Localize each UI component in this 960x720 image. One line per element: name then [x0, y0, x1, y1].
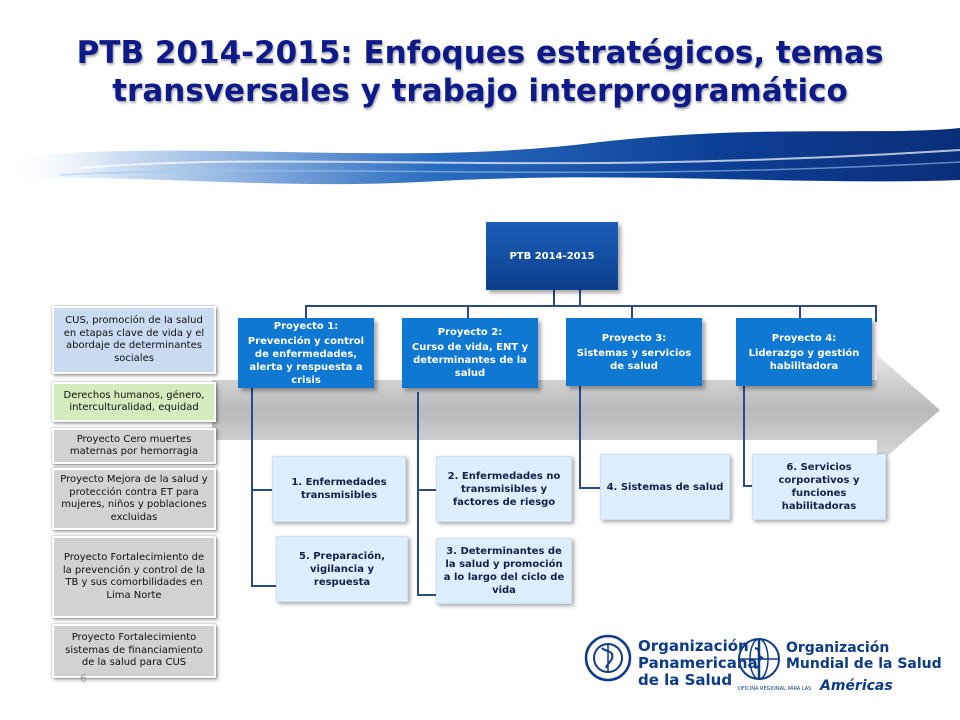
project-2-name: Proyecto 2: [437, 327, 503, 338]
theme-node-1 [272, 456, 406, 522]
root-label: PTB 2014-2015 [509, 250, 595, 262]
root-node [486, 222, 618, 290]
side-item-financiamiento [52, 624, 216, 678]
project-4-name: Proyecto 4: [771, 332, 837, 344]
paho-name-line2: Panamericana [638, 654, 758, 672]
project-2-desc: Curso de vida, ENT y determinantes de la salud [411, 342, 529, 379]
project-3-desc: Sistemas y servicios de salud [576, 347, 692, 372]
who-americas-label: Américas [820, 678, 893, 694]
side-item-financiamiento-label: Proyecto Fortalecimiento sistemas de financiamiento de la salud para CUS [65, 632, 203, 669]
theme-1-label: 1. Enfermedades transmisibles [291, 477, 387, 501]
project-3-name: Proyecto 3: [601, 332, 667, 344]
theme-node-6 [752, 454, 886, 520]
who-emblem-icon [736, 636, 782, 682]
side-item-cero-muertes [52, 428, 216, 464]
paho-emblem-icon [584, 634, 632, 682]
side-item-derechos-label: Derechos humanos, género, interculturalidad, equidad [63, 389, 205, 413]
project-node-2 [402, 318, 538, 388]
side-item-derechos [52, 382, 216, 422]
who-name [786, 640, 942, 672]
theme-2-label: 2. Enfermedades no transmisibles y factores de riesgo [447, 470, 561, 508]
project-1-name: Proyecto 1: [273, 320, 339, 332]
side-item-tb-lima-label: Proyecto Fortalecimiento de la prevención y control de la TB y sus comorbilidades en Lima Norte [62, 552, 206, 601]
paho-name-line3: de la Salud [638, 671, 733, 689]
who-name-line1: Organización [786, 640, 890, 656]
page-number: 6 [80, 672, 87, 685]
project-node-1 [238, 318, 374, 388]
slide-title-line1: PTB 2014-2015: Enfoques estratégicos, temas [76, 35, 884, 71]
theme-6-label: 6. Servicios corporativos y funciones habilitadoras [778, 462, 860, 512]
slide-title-line2: transversales y trabajo interprogramático [112, 73, 848, 109]
theme-5-label: 5. Preparación, vigilancia y respuesta [298, 550, 385, 588]
theme-3-label: 3. Determinantes de la salud y promoción a lo largo del ciclo de vida [443, 546, 565, 596]
theme-node-4 [600, 454, 730, 520]
theme-node-3 [436, 538, 572, 604]
side-item-tb-lima [52, 536, 216, 618]
project-4-desc: Liderazgo y gestión habilitadora [748, 347, 860, 372]
project-node-4 [736, 318, 872, 386]
paho-name-line1: Organización [638, 637, 749, 655]
theme-node-5 [276, 536, 408, 602]
theme-4-label: 4. Sistemas de salud [606, 481, 724, 493]
project-node-3 [566, 318, 702, 386]
side-item-cus-label: CUS, promoción de la salud en etapas clave de vida y el abordaje de determinantes sociales [63, 315, 205, 364]
project-1-desc: Prevención y control de enfermedades, alerta y respuesta a crisis [247, 335, 365, 386]
theme-node-2 [436, 456, 572, 522]
who-name-line2: Mundial de la Salud [786, 656, 942, 672]
side-item-mejora-salud-label: Proyecto Mejora de la salud y protección contra ET para mujeres, niños y poblaciones excluidas [60, 474, 208, 523]
side-item-mejora-salud [52, 468, 216, 530]
side-item-cero-muertes-label: Proyecto Cero muertes maternas por hemorragia [69, 433, 199, 457]
side-item-cus [52, 306, 216, 374]
who-regional-label: OFICINA REGIONAL PARA LAS [738, 686, 812, 692]
